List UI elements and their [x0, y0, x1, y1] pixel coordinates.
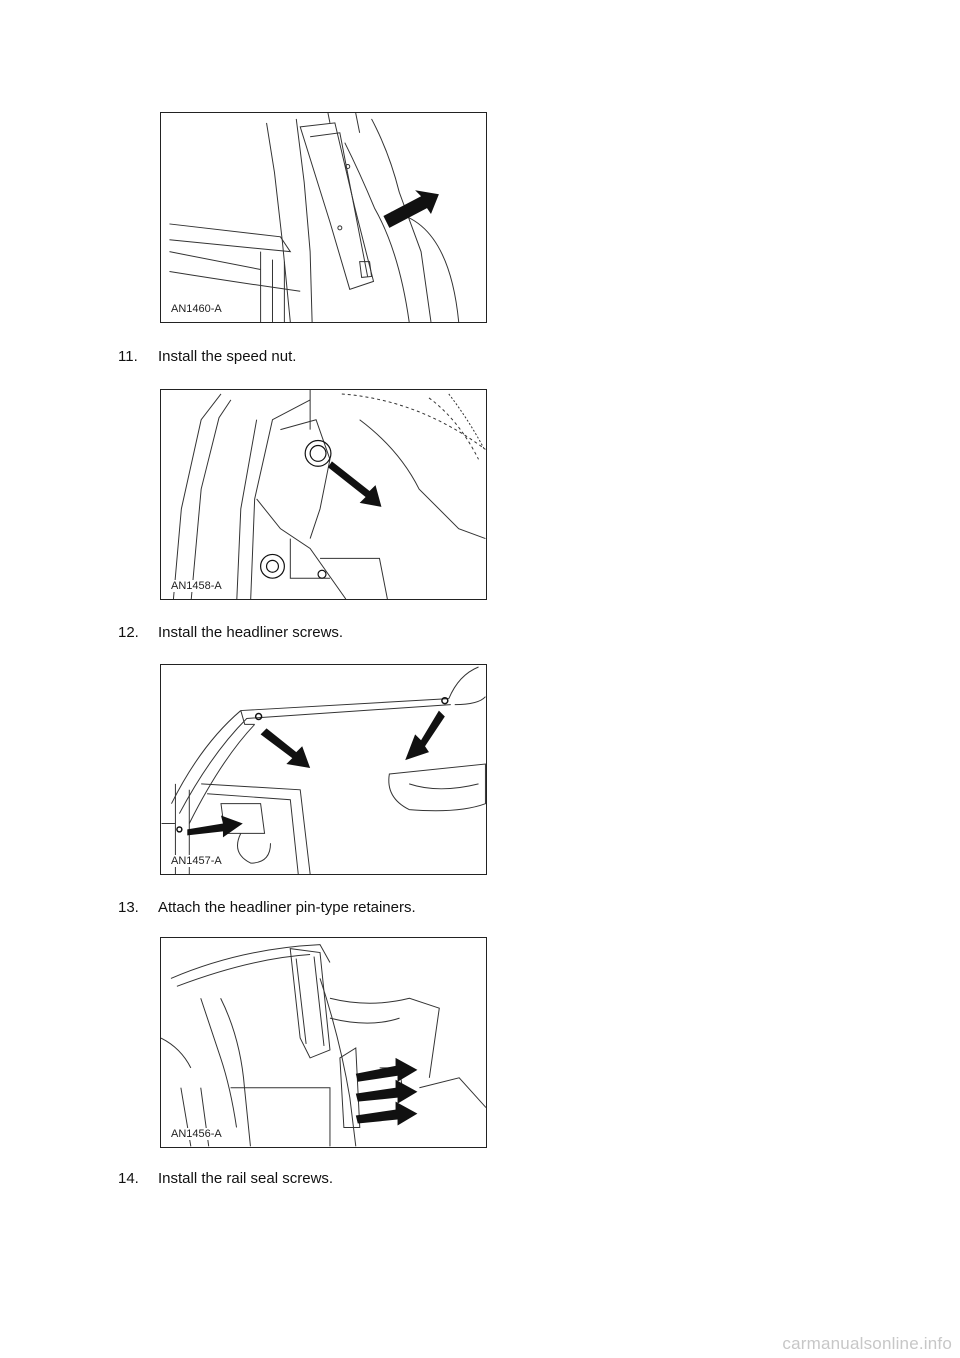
- step-13: [118, 899, 416, 917]
- step-number: 14.: [118, 1170, 139, 1187]
- watermark: carmanualsonline.info: [782, 1334, 952, 1353]
- illustration-speed-nut: [161, 390, 486, 599]
- step-text: Install the rail seal screws.: [158, 1170, 334, 1187]
- figure-an1456: [160, 937, 487, 1148]
- figure-label: AN1460-A: [171, 303, 222, 315]
- step-11: [118, 348, 296, 366]
- illustration-headliner-screws: [161, 665, 486, 874]
- step-number: 11.: [118, 348, 138, 365]
- step-text: Install the headliner screws.: [158, 624, 344, 641]
- step-number: 12.: [118, 624, 139, 641]
- figure-label: AN1456-A: [171, 1128, 222, 1140]
- illustration-pin-type-retainers: [161, 938, 486, 1147]
- step-number: 13.: [118, 899, 139, 916]
- step-14: [118, 1170, 333, 1188]
- illustration-rail-bracket: [161, 113, 486, 322]
- figure-an1457: [160, 664, 487, 875]
- step-text: Attach the headliner pin-type retainers.: [158, 899, 416, 916]
- figure-an1458: [160, 389, 487, 600]
- figure-an1460: [160, 112, 487, 323]
- figure-label: AN1457-A: [171, 855, 222, 867]
- step-text: Install the speed nut.: [158, 348, 297, 365]
- figure-label: AN1458-A: [171, 580, 222, 592]
- step-12: [118, 624, 343, 642]
